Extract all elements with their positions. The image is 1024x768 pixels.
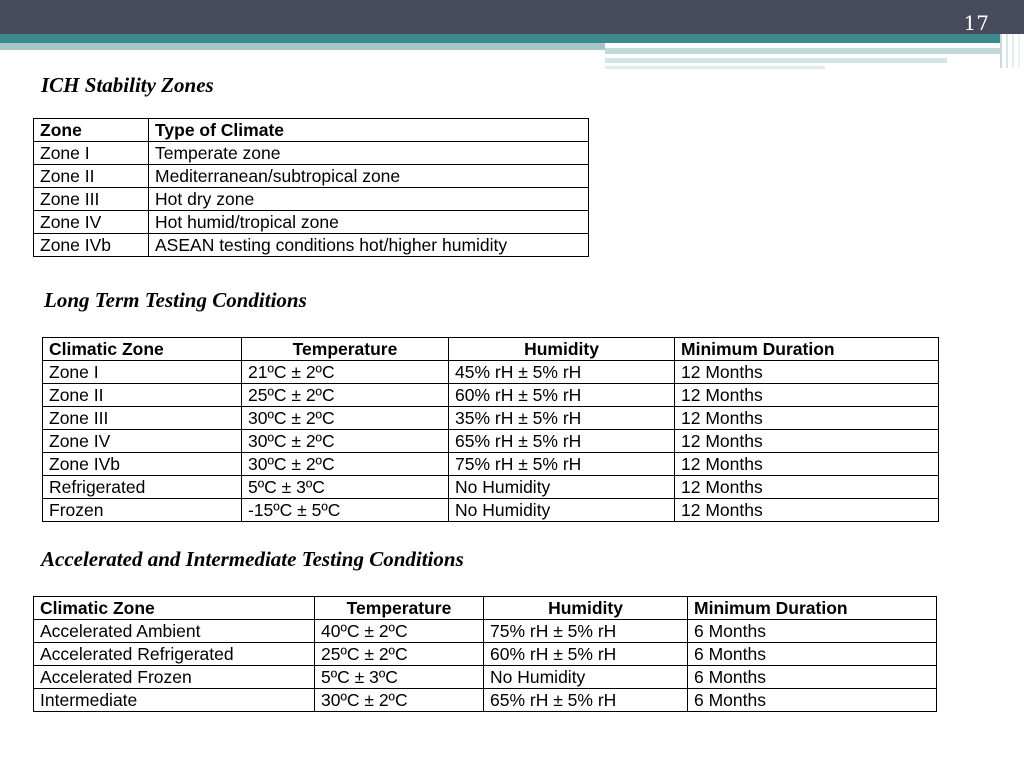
table-cell: 65% rH ± 5% rH xyxy=(449,430,675,453)
table-cell: 6 Months xyxy=(688,666,937,689)
table-cell: Accelerated Refrigerated xyxy=(34,643,315,666)
table-cell: 6 Months xyxy=(688,620,937,643)
table-cell: Zone IVb xyxy=(43,453,242,476)
column-header: Temperature xyxy=(315,597,484,620)
table-row xyxy=(34,165,589,188)
table-cell: Accelerated Frozen xyxy=(34,666,315,689)
table-cell: -15ºC ± 5ºC xyxy=(242,499,449,522)
table-cell: Zone I xyxy=(43,361,242,384)
table-row xyxy=(34,188,589,211)
header-accent-stripe xyxy=(0,34,1000,43)
table-cell: Zone II xyxy=(34,165,149,188)
header-stripe xyxy=(0,43,605,50)
table-row xyxy=(34,142,589,165)
table-cell: ASEAN testing conditions hot/higher humidity xyxy=(149,234,589,257)
table-cell: Refrigerated xyxy=(43,476,242,499)
header-stripe xyxy=(605,58,947,63)
table-cell: 6 Months xyxy=(688,643,937,666)
table-cell: Zone IV xyxy=(34,211,149,234)
table-cell: 5ºC ± 3ºC xyxy=(315,666,484,689)
table-cell: Zone III xyxy=(34,188,149,211)
table-row xyxy=(43,453,939,476)
column-header: Humidity xyxy=(484,597,688,620)
table-header-row xyxy=(43,338,939,361)
header-vertical-line xyxy=(1000,34,1002,68)
table-cell: Hot dry zone xyxy=(149,188,589,211)
table-cell: 12 Months xyxy=(675,476,939,499)
table-cell: 60% rH ± 5% rH xyxy=(484,643,688,666)
table-cell: 21ºC ± 2ºC xyxy=(242,361,449,384)
table-cell: No Humidity xyxy=(449,476,675,499)
zones-section-title: ICH Stability Zones xyxy=(41,73,214,97)
table-cell: Zone I xyxy=(34,142,149,165)
table-cell: 30ºC ± 2ºC xyxy=(315,689,484,712)
table-cell: No Humidity xyxy=(449,499,675,522)
table-cell: 25ºC ± 2ºC xyxy=(315,643,484,666)
table-cell: 45% rH ± 5% rH xyxy=(449,361,675,384)
table-cell: 6 Months xyxy=(688,689,937,712)
long-term-section-title: Long Term Testing Conditions xyxy=(44,288,307,312)
table-row xyxy=(43,384,939,407)
column-header: Climatic Zone xyxy=(34,597,315,620)
table-cell: 25ºC ± 2ºC xyxy=(242,384,449,407)
table-cell: No Humidity xyxy=(484,666,688,689)
table-row xyxy=(43,407,939,430)
table-cell: 60% rH ± 5% rH xyxy=(449,384,675,407)
table-cell: 40ºC ± 2ºC xyxy=(315,620,484,643)
table-row xyxy=(34,234,589,257)
table-cell: 12 Months xyxy=(675,361,939,384)
table-row xyxy=(43,361,939,384)
stability-zones-table xyxy=(33,118,589,257)
table-row xyxy=(34,620,937,643)
header-vertical-line xyxy=(1018,34,1020,68)
column-header: Temperature xyxy=(242,338,449,361)
column-header: Zone xyxy=(34,119,149,142)
table-row xyxy=(34,689,937,712)
table-row xyxy=(34,666,937,689)
table-cell: 12 Months xyxy=(675,499,939,522)
column-header: Humidity xyxy=(449,338,675,361)
header-stripe xyxy=(605,48,1000,54)
column-header: Minimum Duration xyxy=(675,338,939,361)
table-cell: 30ºC ± 2ºC xyxy=(242,453,449,476)
table-cell: 30ºC ± 2ºC xyxy=(242,407,449,430)
table-cell: 35% rH ± 5% rH xyxy=(449,407,675,430)
accelerated-section-title: Accelerated and Intermediate Testing Conditions xyxy=(41,547,464,571)
table-row xyxy=(43,499,939,522)
table-cell: Zone II xyxy=(43,384,242,407)
table-cell: 12 Months xyxy=(675,407,939,430)
accelerated-conditions-table xyxy=(33,596,937,712)
table-cell: Zone III xyxy=(43,407,242,430)
header-stripe xyxy=(605,66,825,69)
column-header: Type of Climate xyxy=(149,119,589,142)
table-cell: 12 Months xyxy=(675,430,939,453)
header-bar xyxy=(0,0,1024,34)
header-vertical-line xyxy=(1012,34,1014,68)
table-cell: Intermediate xyxy=(34,689,315,712)
long-term-conditions-table xyxy=(42,337,939,522)
table-cell: 30ºC ± 2ºC xyxy=(242,430,449,453)
table-header-row xyxy=(34,597,937,620)
table-cell: Frozen xyxy=(43,499,242,522)
table-cell: 75% rH ± 5% rH xyxy=(484,620,688,643)
table-cell: Temperate zone xyxy=(149,142,589,165)
table-cell: Accelerated Ambient xyxy=(34,620,315,643)
table-cell: Zone IV xyxy=(43,430,242,453)
table-cell: 12 Months xyxy=(675,384,939,407)
column-header: Minimum Duration xyxy=(688,597,937,620)
table-cell: 5ºC ± 3ºC xyxy=(242,476,449,499)
table-row xyxy=(43,430,939,453)
table-cell: 12 Months xyxy=(675,453,939,476)
table-row xyxy=(43,476,939,499)
table-header-row xyxy=(34,119,589,142)
table-cell: 75% rH ± 5% rH xyxy=(449,453,675,476)
table-cell: 65% rH ± 5% rH xyxy=(484,689,688,712)
table-cell: Hot humid/tropical zone xyxy=(149,211,589,234)
table-cell: Mediterranean/subtropical zone xyxy=(149,165,589,188)
table-row xyxy=(34,211,589,234)
slide-number: 17 xyxy=(963,11,989,35)
column-header: Climatic Zone xyxy=(43,338,242,361)
table-cell: Zone IVb xyxy=(34,234,149,257)
table-row xyxy=(34,643,937,666)
header-vertical-line xyxy=(1006,34,1008,68)
